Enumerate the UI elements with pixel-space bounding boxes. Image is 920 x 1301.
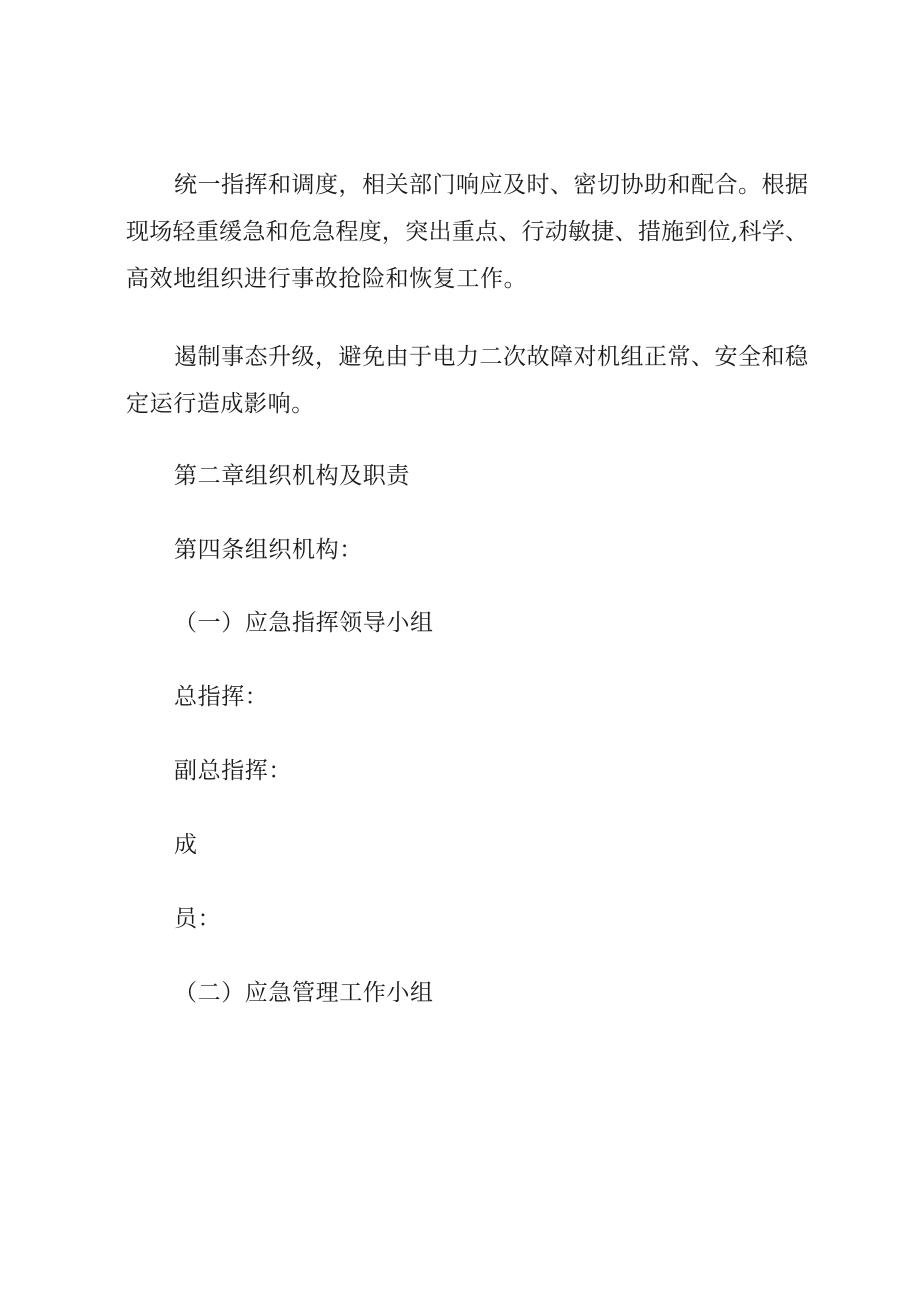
group-1-heading: （一）应急指挥领导小组 <box>174 610 434 636</box>
paragraph-2-line-1: 遏制事态升级，避免由于电力二次故障对机组正常、安全和稳 <box>174 344 808 370</box>
paragraph-1-line-2: 现场轻重缓急和危急程度，突出重点、行动敏捷、措施到位,科学、 <box>126 219 808 245</box>
member-label-part-2: 员： <box>174 906 222 932</box>
chapter-heading: 第二章组织机构及职责 <box>174 463 410 489</box>
group-2-heading: （二）应急管理工作小组 <box>174 980 434 1006</box>
paragraph-2-line-2: 定运行造成影响。 <box>126 391 315 417</box>
deputy-commander-label: 副总指挥： <box>174 758 292 784</box>
member-label-part-1: 成 <box>174 832 198 858</box>
paragraph-1-line-3: 高效地组织进行事故抢险和恢复工作。 <box>126 266 528 292</box>
commander-label: 总指挥： <box>174 684 269 710</box>
article-heading: 第四条组织机构： <box>174 537 363 563</box>
paragraph-1-line-1: 统一指挥和调度，相关部门响应及时、密切协助和配合。根据 <box>174 172 808 198</box>
